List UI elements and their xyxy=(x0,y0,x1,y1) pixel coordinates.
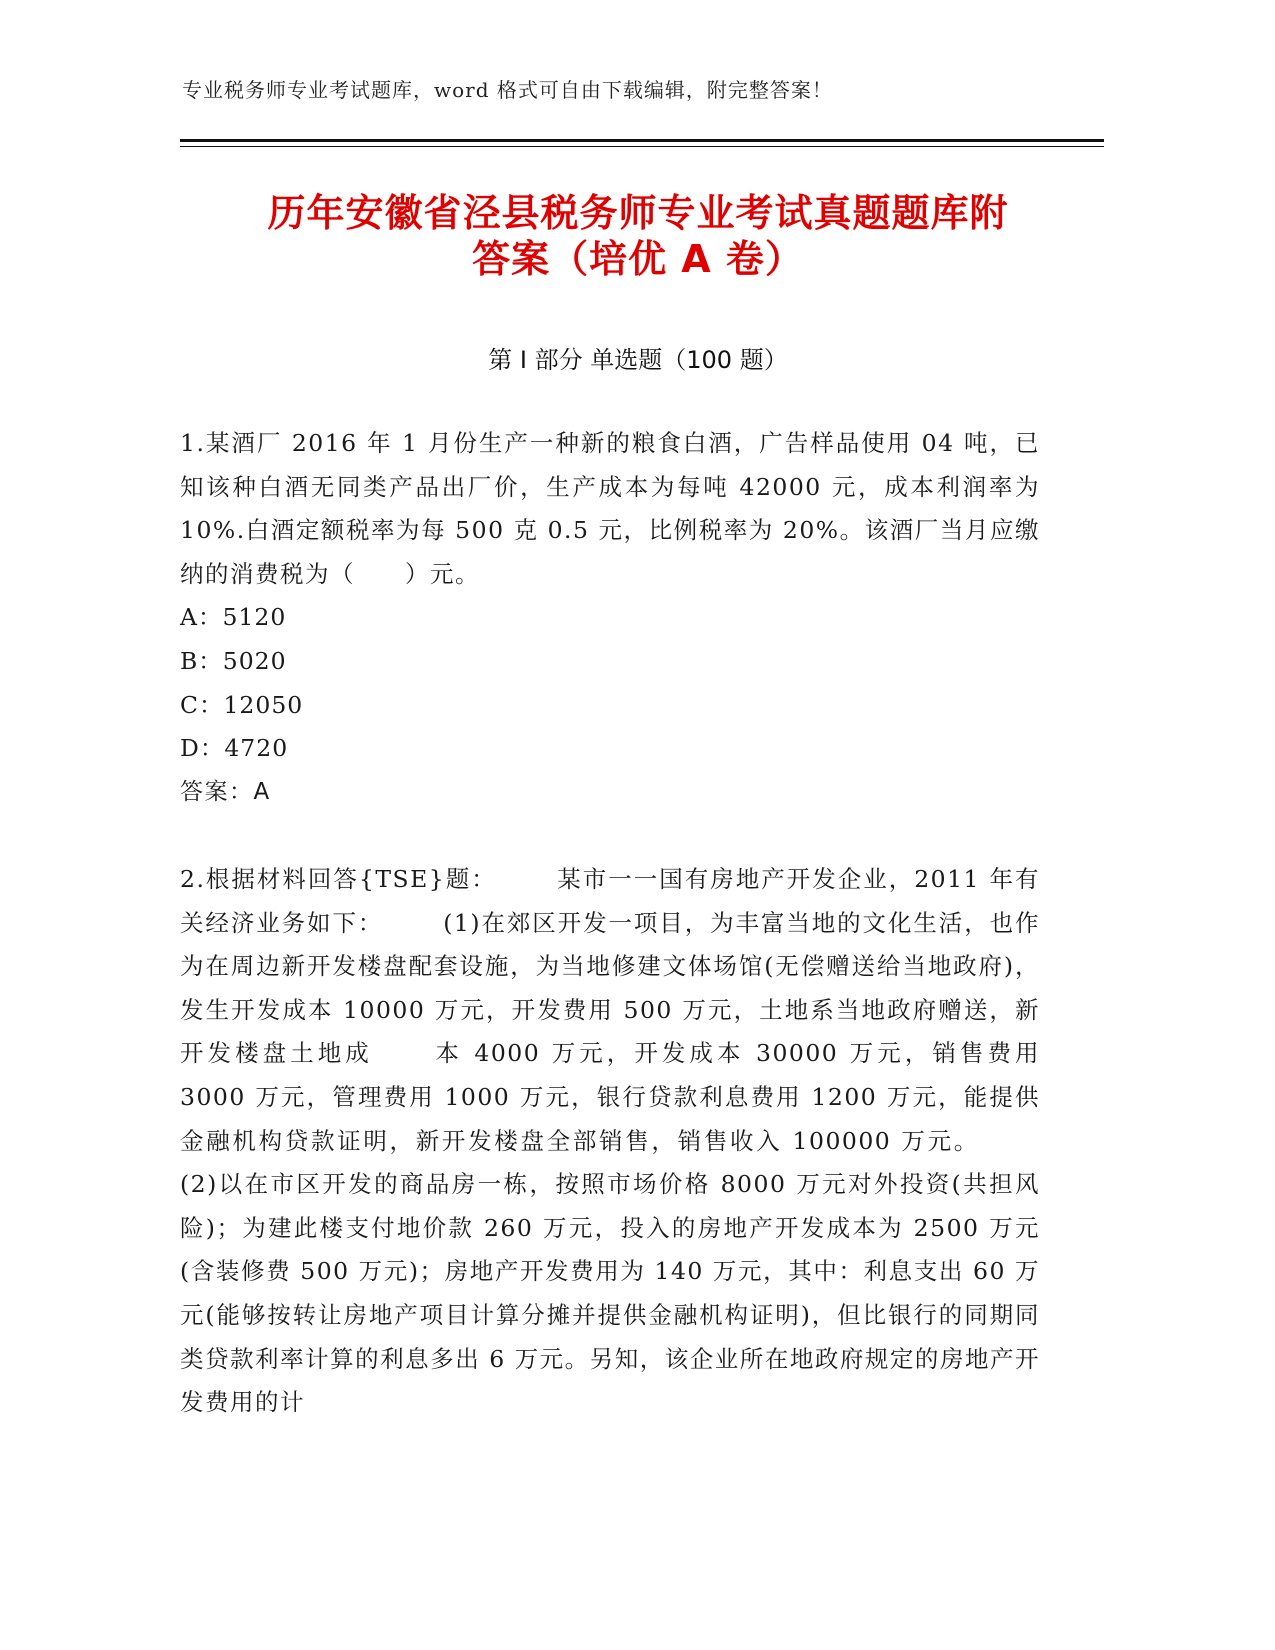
question-2-stem-part-3: (1)在郊区开发一项目，为丰富当地的文化生活，也作为在周边新开发楼盘配套设施，为当地修建文体场馆(无偿赠送给当地政府)，发生开发成本 10000 万元，开发费用 500 万元，土地系当地政府赠送，新开发楼盘土地成 xyxy=(180,908,1041,1068)
question-1 xyxy=(180,422,1040,814)
question-1-option-c: C：12050 xyxy=(180,690,304,719)
document-title-line-1: 历年安徽省泾县税务师专业考试真题题库附 xyxy=(267,191,1009,235)
question-1-answer: 答案：A xyxy=(180,778,271,805)
question-1-option-d: D：4720 xyxy=(180,734,289,763)
question-2 xyxy=(180,858,1040,1425)
document-title-line-2: 答案（培优 A 卷） xyxy=(472,237,804,281)
question-2-stem xyxy=(180,858,1040,1425)
document-title xyxy=(182,190,1094,282)
section-title: 第 I 部分 单选题（100 题） xyxy=(488,346,788,374)
question-2-stem-part-5: (2)以在市区开发的商品房一栋，按照市场价格 8000 万元对外投资(共担风险)；为建此楼支付地价款 260 万元，投入的房地产开发成本为 2500 万元(含装修费 500 万元)；房地产开发费用为 140 万元，其中：利息支出 60 万元(能够按转让房地产项目计算分摊并提供金融机构证明)，但比银行的同期同类贷款利率计算的利息多出 6 万元。另知，该企业所在地政府规定的房地产开发费用的计 xyxy=(180,1170,1040,1417)
question-2-stem-part-1: 2.根据材料回答{TSE}题： xyxy=(180,865,497,893)
question-2-stem-part-2: 某市一一国有房地产开发企业，2011 年有关经济业务如下： xyxy=(180,865,1040,937)
header-rule-thick xyxy=(180,139,1104,142)
question-1-option-a: A：5120 xyxy=(180,603,287,632)
question-2-stem-part-4: 本 4000 万元，开发成本 30000 万元，销售费用 3000 万元，管理费用 1000 万元，银行贷款利息费用 1200 万元，能提供金融机构贷款证明，新开发楼盘全部销售，销售收入 100000 万元。 xyxy=(180,1039,1041,1155)
header-rule-thin xyxy=(180,146,1104,147)
question-1-option-b: B：5020 xyxy=(180,646,287,675)
question-1-stem: 1.某酒厂 2016 年 1 月份生产一种新的粮食白酒，广告样品使用 04 吨，已知该种白酒无同类产品出厂价，生产成本为每吨 42000 元，成本利润率为 10%.白酒定额税率为每 500 克 0.5 元，比例税率为 20%。该酒厂当月应缴纳的消费税为（ ）元。 xyxy=(180,429,1040,588)
header-note: 专业税务师专业考试题库，word 格式可自由下载编辑，附完整答案！ xyxy=(182,78,833,102)
